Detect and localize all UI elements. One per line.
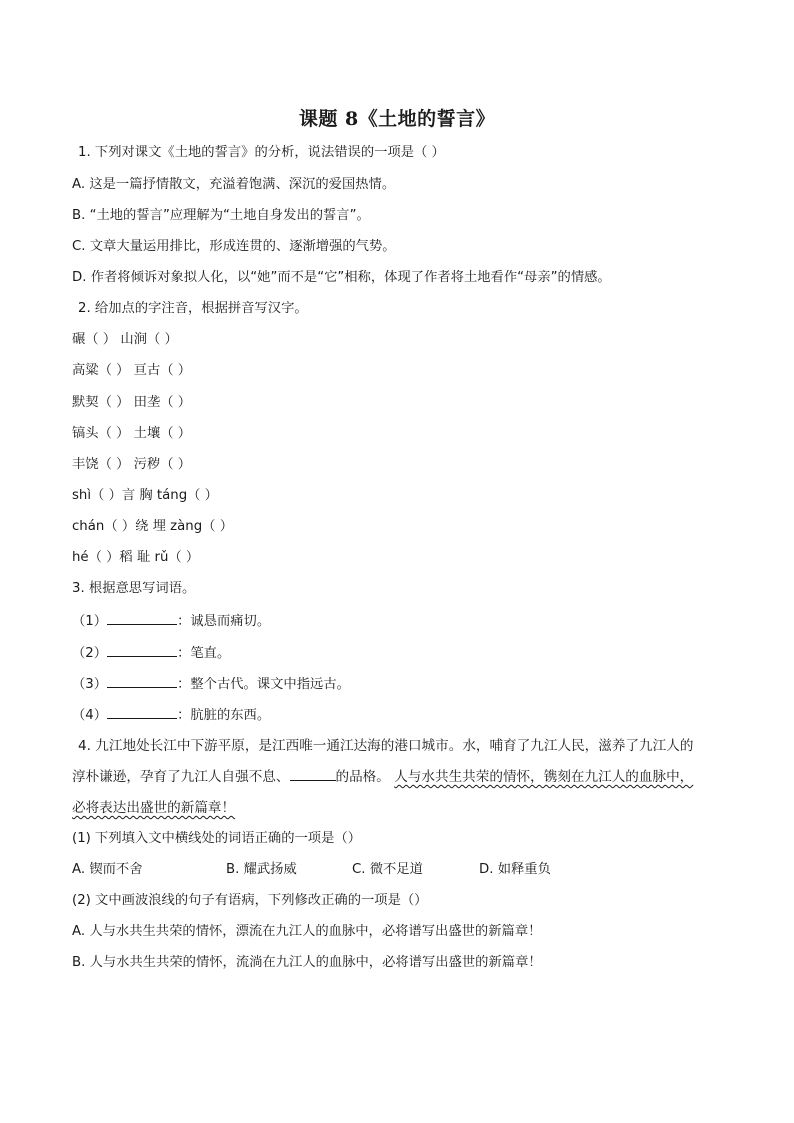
q3-item-number: （3） [72, 677, 108, 692]
q2-row: 丰饶（ ） 污秽（ ） [72, 457, 192, 472]
q3-item [72, 644, 230, 663]
wavy-underlined-sentence: 必将表达出盛世的新篇章！ [72, 800, 236, 816]
q2-row: hé（ ）稻 耻 rǔ（ ） [72, 550, 200, 565]
q3-item [72, 675, 350, 694]
q4-sub1-option: D. 如释重负 [479, 862, 551, 877]
q4-sub2-option-a: A. 人与水共生共荣的情怀，漂流在九江人的血脉中，必将谱写出盛世的新篇章！ [72, 924, 542, 939]
q4-sub1-option: C. 微不足道 [352, 862, 423, 877]
q4-passage-text: 淳朴谦逊，孕育了九江人自强不息、 [72, 769, 290, 785]
q1-option-c: C. 文章大量运用排比，形成连贯的、逐渐增强的气势。 [72, 239, 396, 254]
q3-item-definition: ：整个古代。课文中指远古。 [177, 677, 350, 692]
q4-passage-line2 [72, 768, 693, 786]
q1-option-b: B. “土地的誓言”应理解为“土地自身发出的誓言”。 [72, 208, 370, 223]
q3-item [72, 612, 270, 631]
q2-row: shì（ ）言 胸 táng（ ） [72, 488, 218, 503]
q3-item-number: （2） [72, 646, 108, 661]
q3-item [72, 706, 270, 725]
q4-sub1-option: A. 锲而不舍 [72, 862, 143, 877]
q3-item-number: （1） [72, 614, 108, 629]
answer-blank[interactable] [107, 644, 177, 657]
q4-passage-text: 的品格。 [335, 769, 390, 785]
answer-blank[interactable] [107, 706, 177, 719]
q2-row: 碾（ ） 山涧（ ） [72, 332, 178, 347]
q4-sub1-option: B. 耀武扬威 [226, 862, 297, 877]
q4-passage-line1: 4. 九江地处长江中下游平原，是江西唯一通江达海的港口城市。水，哺育了九江人民，滋养了九江人的 [78, 738, 694, 754]
q4-sub2-stem: (2) 文中画波浪线的句子有语病，下列修改正确的一项是（） [72, 893, 428, 908]
q2-stem: 2. 给加点的字注音，根据拼音写汉字。 [78, 301, 308, 316]
wavy-underlined-sentence: 人与水共生共荣的情怀，镌刻在九江人的血脉中， [394, 769, 694, 785]
q2-row: chán（ ）绕 埋 zàng（ ） [72, 519, 233, 534]
q3-item-number: （4） [72, 708, 108, 723]
q4-sub1-stem: (1) 下列填入文中横线处的词语正确的一项是（） [72, 831, 361, 846]
q4-sub2-option-b: B. 人与水共生共荣的情怀，流淌在九江人的血脉中，必将谱写出盛世的新篇章！ [72, 955, 542, 970]
answer-blank[interactable] [290, 768, 336, 781]
q3-item-definition: ：肮脏的东西。 [177, 708, 271, 723]
q4-passage-line3 [72, 799, 235, 817]
answer-blank[interactable] [107, 675, 177, 688]
answer-blank[interactable] [107, 612, 177, 625]
q3-item-definition: ：诚恳而痛切。 [177, 614, 271, 629]
q3-stem: 3. 根据意思写词语。 [72, 581, 196, 596]
q2-row: 镐头（ ） 土壤（ ） [72, 426, 192, 441]
q2-row: 高粱（ ） 亘古（ ） [72, 363, 192, 378]
q1-option-a: A. 这是一篇抒情散文，充溢着饱满、深沉的爱国热情。 [72, 177, 396, 192]
q1-stem: 1. 下列对课文《土地的誓言》的分析，说法错误的一项是（ ） [78, 145, 445, 160]
q2-row: 默契（ ） 田垄（ ） [72, 395, 192, 410]
page-title: 课题 8《土地的誓言》 [298, 108, 496, 130]
q1-option-d: D. 作者将倾诉对象拟人化，以“她”而不是“它”相称，体现了作者将土地看作“母亲”的情感。 [72, 270, 611, 285]
q3-item-definition: ：笔直。 [177, 646, 231, 661]
